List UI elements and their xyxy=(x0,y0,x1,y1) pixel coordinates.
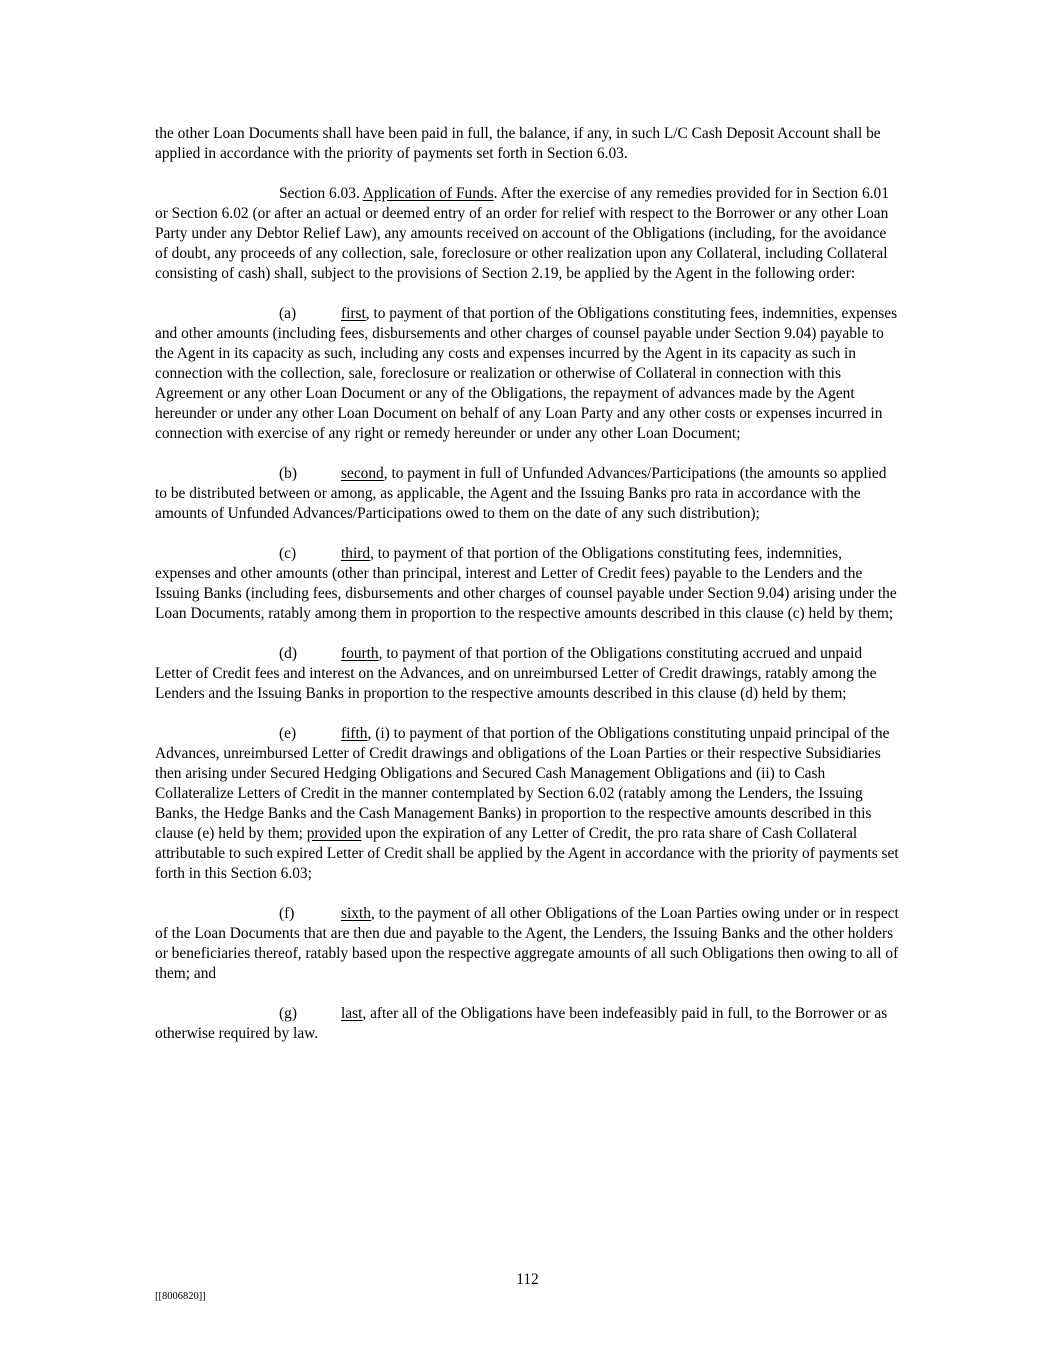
intro-paragraph: the other Loan Documents shall have been paid in full, the balance, if any, in such L/C Cash Deposit Account shall be applied in accordance with the priority of payments set forth in Section 6.03. xyxy=(155,125,881,162)
clause-label: (g) xyxy=(279,1005,297,1022)
clause-text: , to payment in full of Unfunded Advances/Participations (the amounts so applied to be distributed between or among, as applicable, the Agent and the Issuing Banks pro rata in accordance with the amounts of Unfunded Advances/Participations owed to them on the date of any such distribution); xyxy=(155,465,887,522)
clause-text: , to the payment of all other Obligations of the Loan Parties owing under or in respect of the Loan Documents that are then due and payable to the Agent, the Lenders, the Issuing Banks and the other holders or beneficiaries thereof, ratably based upon the respective aggregate amounts of all such Obligations then owing to all of them; and xyxy=(155,905,899,982)
section-body: . After the exercise of any remedies provided for in Section 6.01 or Section 6.02 (or after an actual or deemed entry of an order for relief with respect to the Borrower or any other Loan Party under any Debtor Relief Law), any amounts received on account of the Obligations (including, for the avoidance of doubt, any proceeds of any collection, sale, foreclosure or other realization upon any Collateral, including Collateral consisting of cash) shall, subject to the provisions of Section 2.19, be applied by the Agent in the following order: xyxy=(155,185,889,282)
section-6-03-paragraph xyxy=(155,184,900,284)
clause-keyword: third xyxy=(341,545,371,562)
clause-text: , after all of the Obligations have been indefeasibly paid in full, to the Borrower or as otherwise required by law. xyxy=(155,1005,888,1042)
clause-keyword: second xyxy=(341,465,384,482)
clause-label: (f) xyxy=(279,905,295,922)
page-number: 112 xyxy=(516,1271,539,1288)
clause-keyword: first xyxy=(341,305,366,322)
clause-f xyxy=(155,904,900,984)
clause-keyword: last xyxy=(341,1005,363,1022)
clause-label: (c) xyxy=(279,545,297,562)
proviso-keyword: provided xyxy=(306,825,362,842)
clause-e xyxy=(155,724,900,884)
clause-text-after: upon the expiration of any Letter of Credit, the pro rata share of Cash Collateral attributable to such expired Letter of Credit shall be applied by the Agent in accordance with the priority of payments set forth in this Section 6.03; xyxy=(155,825,899,882)
clause-label: (e) xyxy=(279,725,297,742)
clause-text: , to payment of that portion of the Obligations constituting fees, indemnities, expenses and other amounts (other than principal, interest and Letter of Credit fees) payable to the Lenders and the Issuing Banks (including fees, disbursements and other charges of counsel payable under Section 9.04) arising under the Loan Documents, ratably among them in proportion to the respective amounts described in this clause (c) held by them; xyxy=(155,545,897,622)
clause-label: (d) xyxy=(279,645,297,662)
clause-text: , to payment of that portion of the Obligations constituting accrued and unpaid Letter of Credit fees and interest on the Advances, and on unreimbursed Letter of Credit drawings, ratably among the Lenders and the Issuing Banks in proportion to the respective amounts described in this clause (d) held by them; xyxy=(155,645,877,702)
clause-label: (b) xyxy=(279,465,297,482)
clause-text: , (i) to payment of that portion of the Obligations constituting unpaid principal of the Advances, unreimbursed Letter of Credit drawings and obligations of the Loan Parties or their respective Subsidiaries then arising under Secured Hedging Obligations and Secured Cash Management Obligations and (ii) to Cash Collateralize Letters of Credit in the manner contemplated by Section 6.02 (ratably among the Lenders, the Issuing Banks, the Hedge Banks and the Cash Management Banks) in proportion to the respective amounts described in this clause (e) held by them; xyxy=(155,725,890,842)
clause-a xyxy=(155,304,900,444)
clause-label: (a) xyxy=(279,305,297,322)
clause-text: , to payment of that portion of the Obligations constituting fees, indemnities, expenses and other amounts (including fees, disbursements and other charges of counsel payable under Section 9.04) payable to the Agent in its capacity as such, including any costs and expenses incurred by the Agent in its capacity as such in connection with the collection, sale, foreclosure or realization or otherwise of Collateral in connection with this Agreement or any other Loan Document or any of the Obligations, the repayment of advances made by the Agent hereunder or under any other Loan Document on behalf of any Loan Party and any other costs or expenses incurred in connection with exercise of any right or remedy hereunder or under any other Loan Document; xyxy=(155,305,898,442)
body-text xyxy=(155,124,900,1064)
document-id: [[8006820]] xyxy=(155,1291,206,1302)
clause-b xyxy=(155,464,900,524)
clause-keyword: fifth xyxy=(341,725,368,742)
section-heading: Application of Funds xyxy=(362,185,494,202)
clause-d xyxy=(155,644,900,704)
clause-keyword: sixth xyxy=(341,905,371,922)
clause-keyword: fourth xyxy=(341,645,379,662)
clause-c xyxy=(155,544,900,624)
clause-g xyxy=(155,1004,900,1044)
section-number: Section 6.03. xyxy=(279,185,360,202)
